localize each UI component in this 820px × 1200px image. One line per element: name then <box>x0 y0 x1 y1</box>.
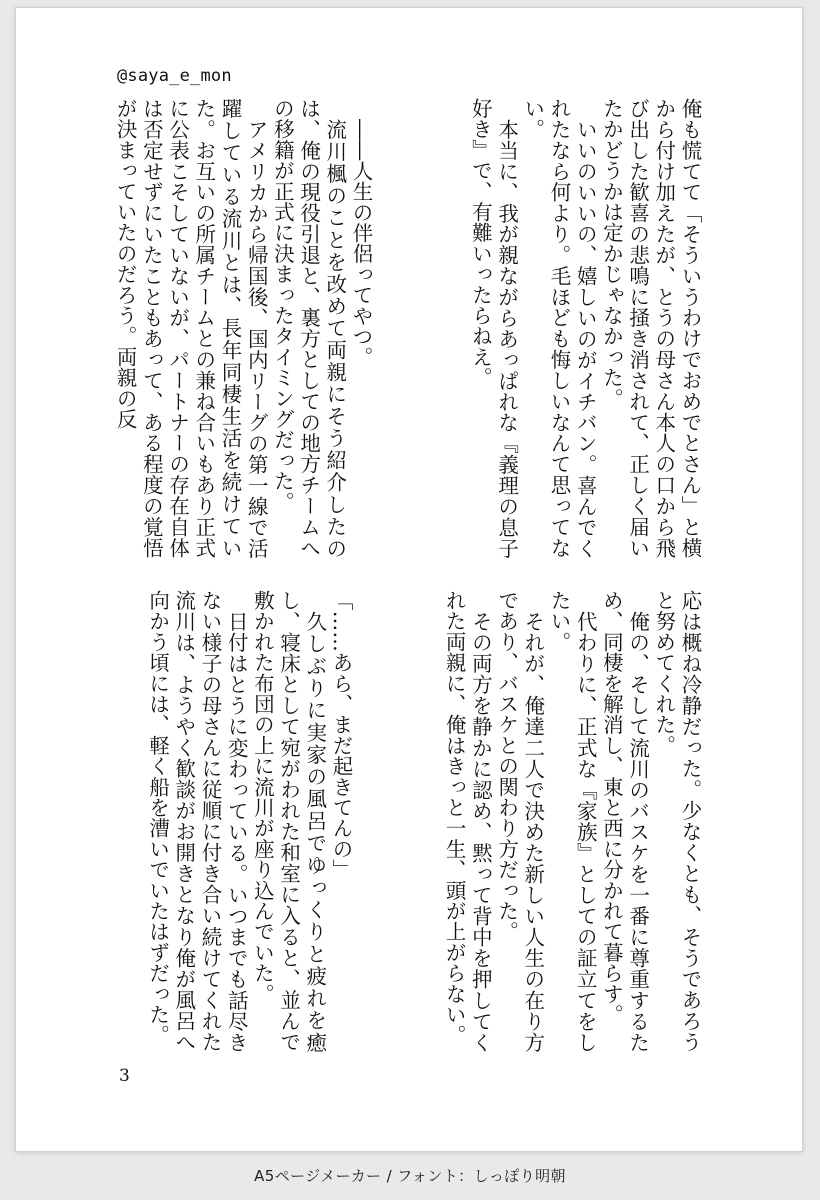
text-block-top-left <box>112 98 374 558</box>
paragraph: 久しぶりに実家の風呂でゆっくりと疲れを癒し、寝床として宛がわれた和室に入ると、並んで敷かれた布団の上に流川が座り込んでいた。 <box>250 590 327 1052</box>
paragraph: 日付はとうに変わっている。いつまでも話尽きない様子の母さんに従順に付き合い続けてくれた流川は、ようやく歓談がお開きとなり俺が風呂へ向かう頃には、軽く船を漕いでいたはずだった。 <box>145 590 249 1052</box>
page-number: 3 <box>119 1066 130 1086</box>
paragraph: 「……あら、まだ起きてんの」 <box>329 590 353 880</box>
paragraph: 応は概ね冷静だった。少なくとも、そうであろうと努めてくれた。 <box>651 590 702 1052</box>
text-block-top-right <box>445 98 703 558</box>
paragraph: その両方を静かに認め、黙って背中を押してくれた両親に、俺はきっと一生、頭が上がらない。 <box>442 590 493 1052</box>
paragraph: 流川楓のことを改めて両親にそう紹介したのは、俺の現役引退と、裏方としての地方チームへの移籍が正式に決まったタイミングだった。 <box>270 98 347 558</box>
paragraph: 代わりに、正式な『家族』としての証立てをしたい。 <box>546 590 598 1052</box>
paragraph: 本当に、我が親ながらあっぱれな『義理の息子好き』で、有難いったらねえ。 <box>468 98 519 558</box>
paragraph: アメリカから帰国後、国内リーグの第一線で活躍している流川とは、長年同棲生活を続けていた。お互いの所属チームとの兼ね合いもあり正式に公表こそしていないが、パートナーの存在自体は否定せずにいたこともあって、ある程度の覚悟が決まっていたのだろう。両親の反 <box>113 98 269 558</box>
paragraph: 俺も慌てて「そういうわけでおめでとさん」と横から付け加えたが、とうの母さん本人の口から飛び出した歓喜の悲鳴に掻き消されて、正しく届いたかどうかは定かじゃなかった。 <box>599 98 702 558</box>
paragraph: ――人生の伴侶ってやつ。 <box>349 118 373 367</box>
paragraph: いいのいいの、嬉しいのがイチバン。喜んでくれたなら何より。毛ほども悔しいなんて思ってない。 <box>520 98 598 558</box>
paragraph: それが、俺達二人で決めた新しい人生の在り方であり、バスケとの関わり方だった。 <box>494 590 545 1052</box>
footer-credit: A5ページメーカー / フォント：しっぽり明朝 <box>254 1167 566 1185</box>
author-handle: @saya_e_mon <box>117 66 232 86</box>
text-block-bottom-right <box>442 590 703 1052</box>
paragraph: 俺の、そして流川のバスケを一番に尊重するため、同棲を解消し、東と西に分かれて暮らす。 <box>599 590 650 1052</box>
text-block-bottom-left <box>116 590 354 1052</box>
